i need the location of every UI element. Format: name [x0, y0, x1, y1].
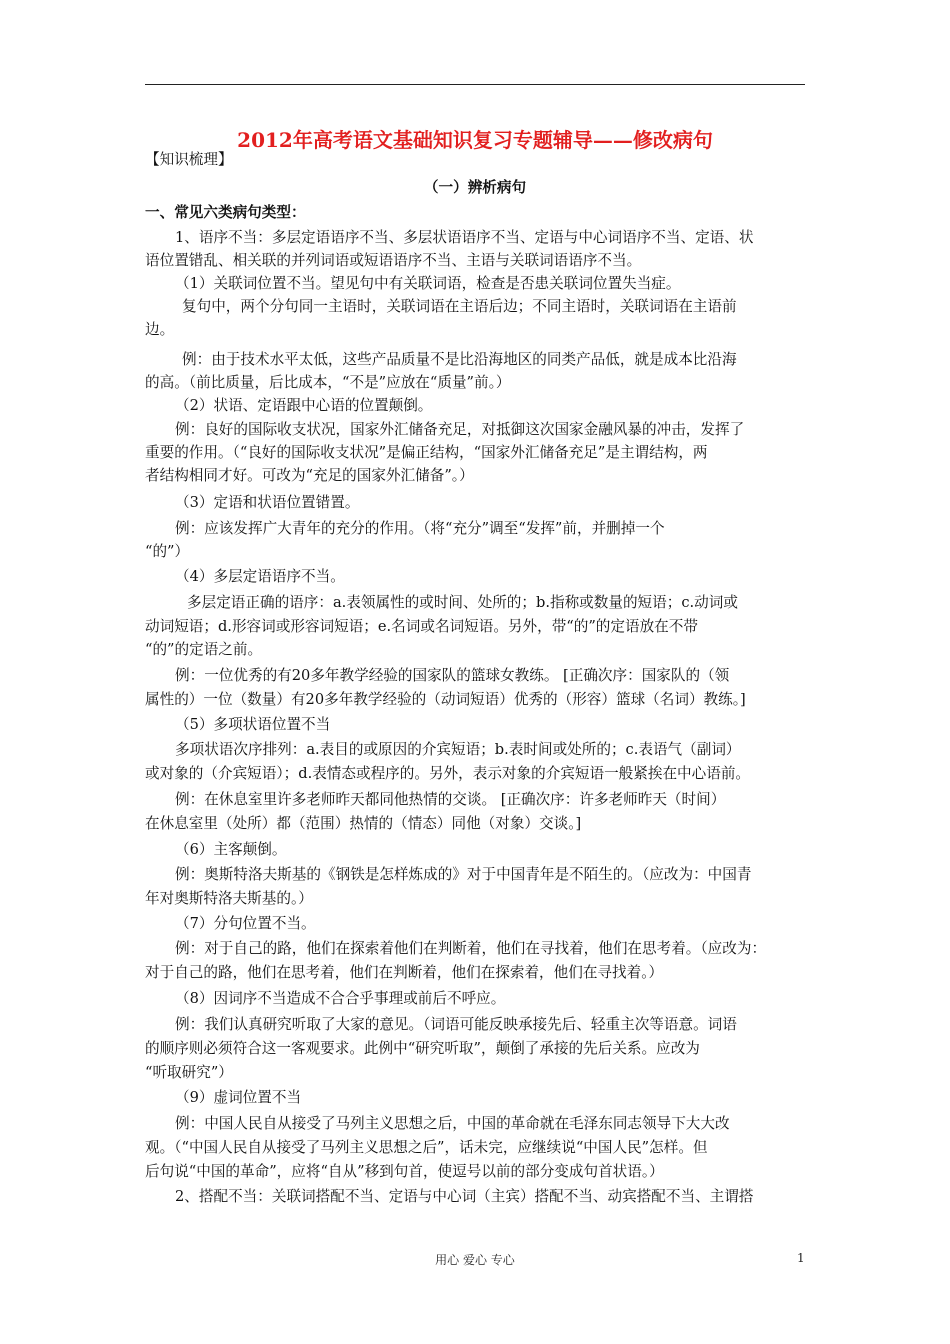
body-line: 多项状语次序排列：a.表目的或原因的介宾短语；b.表时间或处所的；c.表语气（副词） — [175, 741, 741, 758]
body-line: 属性的）一位（数量）有20多年教学经验的（动词短语）优秀的（形容）篮球（名词）教练。] — [145, 691, 746, 708]
document-title: 2012年高考语文基础知识复习专题辅导——修改病句 — [237, 128, 713, 152]
body-line: 例：中国人民自从接受了马列主义思想之后，中国的革命就在毛泽东同志领导下大大改 — [175, 1115, 730, 1132]
body-line: “的”的定语之前。 — [145, 641, 263, 658]
body-line: “的”） — [145, 543, 190, 560]
body-line: （6）主客颠倒。 — [175, 841, 287, 858]
body-line: 例：应该发挥广大青年的充分的作用。（将“充分”调至“发挥”前，并删掉一个 — [175, 520, 665, 537]
body-line: 重要的作用。（“良好的国际收支状况”是偏正结构，“国家外汇储备充足”是主谓结构，两 — [145, 444, 708, 461]
body-line: 例：由于技术水平太低，这些产品质量不是比沿海地区的同类产品低，就是成本比沿海 — [182, 351, 737, 368]
page-number: 1 — [797, 1251, 805, 1265]
body-line: 在休息室里（处所）都（范围）热情的（情态）同他（对象）交谈。] — [145, 815, 582, 832]
section-heading: 一、常见六类病句类型： — [145, 204, 306, 221]
body-line: 边。 — [145, 321, 175, 338]
body-line: 例：在休息室里许多老师昨天都同他热情的交谈。 [正确次序：许多老师昨天（时间） — [175, 791, 726, 808]
body-line: （4）多层定语语序不当。 — [175, 568, 345, 585]
body-line: 观。（“中国人民自从接受了马列主义思想之后”，话未完，应继续说“中国人民”怎样。但 — [145, 1139, 708, 1156]
body-line: 的顺序则必须符合这一客观要求。此例中“研究听取”，颠倒了承接的先后关系。应改为 — [145, 1040, 700, 1057]
header-rule — [145, 84, 805, 85]
body-line: （2）状语、定语跟中心语的位置颠倒。 — [175, 397, 433, 414]
body-line: 的高。（前比质量，后比成本，“不是”应放在“质量”前。） — [145, 374, 511, 391]
body-line: 例：奥斯特洛夫斯基的《钢铁是怎样炼成的》对于中国青年是不陌生的。（应改为：中国青 — [175, 866, 752, 883]
body-line: 或对象的（介宾短语）；d.表情态或程序的。另外，表示对象的介宾短语一般紧挨在中心语前。 — [145, 765, 751, 782]
body-line: 动词短语；d.形容词或形容词短语；e.名词或名词短语。另外，带“的”的定语放在不带 — [145, 618, 698, 635]
body-line: 语位置错乱、相关联的并列词语或短语语序不当、主语与关联词语语序不当。 — [145, 252, 642, 269]
body-line: 后句说“中国的革命”，应将“自从”移到句首，使逗号以前的部分变成句首状语。） — [145, 1163, 664, 1180]
body-line: （7）分句位置不当。 — [175, 915, 316, 932]
body-line: 年对奥斯特洛夫斯基的。） — [145, 890, 313, 907]
body-line: （3）定语和状语位置错置。 — [175, 494, 360, 511]
body-line: 2、搭配不当：关联词搭配不当、定语与中心词（主宾）搭配不当、动宾搭配不当、主谓搭 — [175, 1188, 754, 1205]
body-line: 例：良好的国际收支状况，国家外汇储备充足，对抵御这次国家金融风暴的冲击，发挥了 — [175, 421, 745, 438]
body-line: 例：一位优秀的有20多年教学经验的国家队的篮球女教练。 [正确次序：国家队的（领 — [175, 667, 730, 684]
body-line: 1、语序不当：多层定语语序不当、多层状语语序不当、定语与中心词语序不当、定语、状 — [175, 229, 754, 246]
footer-text: 用心 爱心 专心 — [435, 1253, 515, 1267]
body-line: 者结构相同才好。可改为“充足的国家外汇储备”。） — [145, 467, 474, 484]
body-line: （8）因词序不当造成不合合乎事理或前后不呼应。 — [175, 990, 506, 1007]
section-label: 【知识梳理】 — [145, 151, 233, 168]
body-line: 例：对于自己的路，他们在探索着他们在判断着，他们在寻找着，他们在思考着。（应改为： — [175, 940, 767, 957]
body-line: （1）关联词位置不当。望见句中有关联词语，检查是否患关联词位置失当症。 — [175, 275, 681, 292]
body-line: 例：我们认真研究听取了大家的意见。（词语可能反映承接先后、轻重主次等语意。词语 — [175, 1016, 737, 1033]
body-line: 复句中，两个分句同一主语时，关联词语在主语后边；不同主语时，关联词语在主语前 — [182, 298, 737, 315]
subsection-heading: （一）辨析病句 — [423, 179, 527, 196]
body-line: 对于自己的路，他们在思考着，他们在判断着，他们在探索着，他们在寻找着。） — [145, 964, 664, 981]
body-line: （9）虚词位置不当 — [175, 1089, 302, 1106]
body-line: （5）多项状语位置不当 — [175, 716, 331, 733]
body-line: 多层定语正确的语序：a.表领属性的或时间、处所的；b.指称或数量的短语；c.动词或 — [187, 594, 738, 611]
body-line: “听取研究”） — [145, 1064, 233, 1081]
